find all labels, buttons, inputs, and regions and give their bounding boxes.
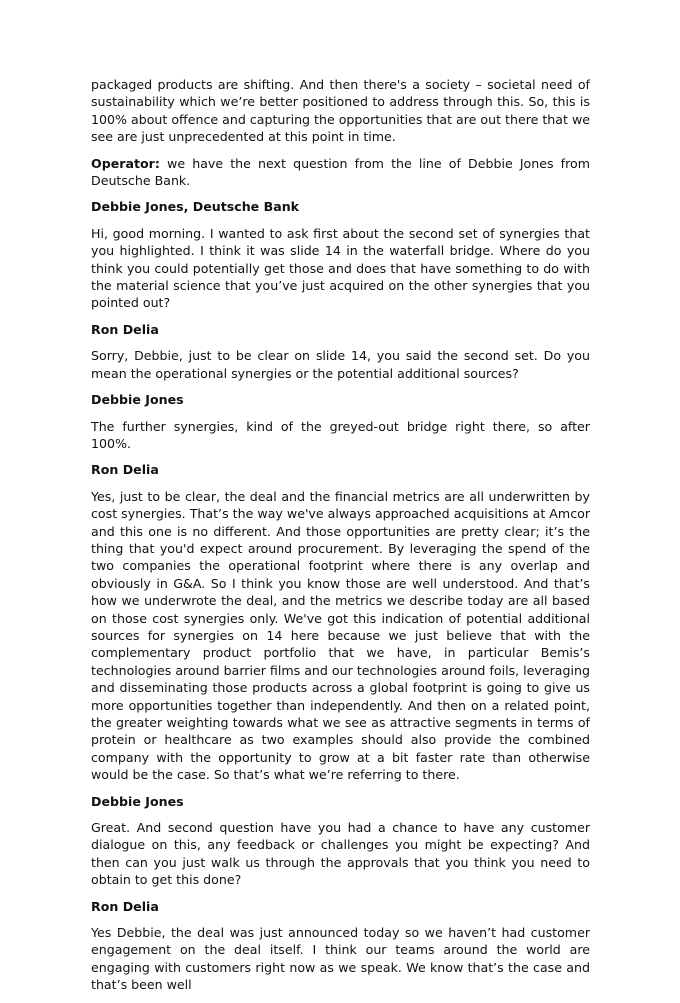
speaker-heading: Ron Delia: [91, 462, 159, 478]
speaker-heading: Debbie Jones, Deutsche Bank: [91, 199, 300, 215]
speaker-heading: Ron Delia: [91, 898, 159, 914]
speaker-heading: Debbie Jones: [91, 793, 184, 809]
operator-paragraph: [91, 155, 590, 190]
transcript-page: [91, 76, 590, 1003]
operator-text: we have the next question from the line of Debbie Jones from Deutsche Bank.: [91, 155, 590, 189]
paragraph: Hi, good morning. I wanted to ask first about the second set of synergies that you highlighted. I think it was slide 14 in the waterfall bridge. Where do you think you could potentially get those and does that have something to do with the material science that you’ve just acquired on the other synergies that you pointed out?: [91, 225, 590, 311]
paragraph: Yes, just to be clear, the deal and the financial metrics are all underwritten by cost synergies. That’s the way we've always approached acquisitions at Amcor and this one is no different. And those opportunities are pretty clear; it’s the thing that you'd expect around procurement. By leveraging the spend of the two companies the operational footprint where there is any overlap and obviously in G&A. So I think you know those are well understood. And that’s how we underwrote the deal, and the metrics we describe today are all based on those cost synergies only. We've got this indication of potential additional sources for synergies on 14 here because we just believe that with the complementary product portfolio that we have, in particular Bemis’s technologies around barrier films and our technologies around foils, leveraging and disseminating those products across a global footprint is going to give us more opportunities together than independently. And then on a related point, the greater weighting towards what we see as attractive segments in terms of protein or healthcare as two examples should also provide the combined company with the opportunity to grow at a bit faster rate than otherwise would be the case. So that’s what we’re referring to there.: [91, 488, 590, 783]
speaker-heading: Debbie Jones: [91, 392, 184, 408]
paragraph: packaged products are shifting. And then there's a society – societal need of sustainability which we’re better positioned to address through this. So, this is 100% about offence and capturing the opportunities that are out there that we see are just unprecedented at this point in time.: [91, 77, 590, 145]
paragraph: Yes Debbie, the deal was just announced today so we haven’t had customer engagement on the deal itself. I think our teams around the world are engaging with customers right now as we speak. We know that’s the case and that’s been well: [91, 925, 590, 993]
paragraph: The further synergies, kind of the greyed-out bridge right there, so after 100%.: [91, 418, 590, 451]
paragraph: Great. And second question have you had a chance to have any customer dialogue on this, any feedback or challenges you might be expecting? And then can you just walk us through the approvals that you think you need to obtain to get this done?: [91, 820, 590, 888]
speaker-heading: Ron Delia: [91, 321, 159, 337]
operator-label: Operator:: [91, 155, 160, 171]
paragraph: Sorry, Debbie, just to be clear on slide 14, you said the second set. Do you mean the operational synergies or the potential additional sources?: [91, 348, 590, 381]
